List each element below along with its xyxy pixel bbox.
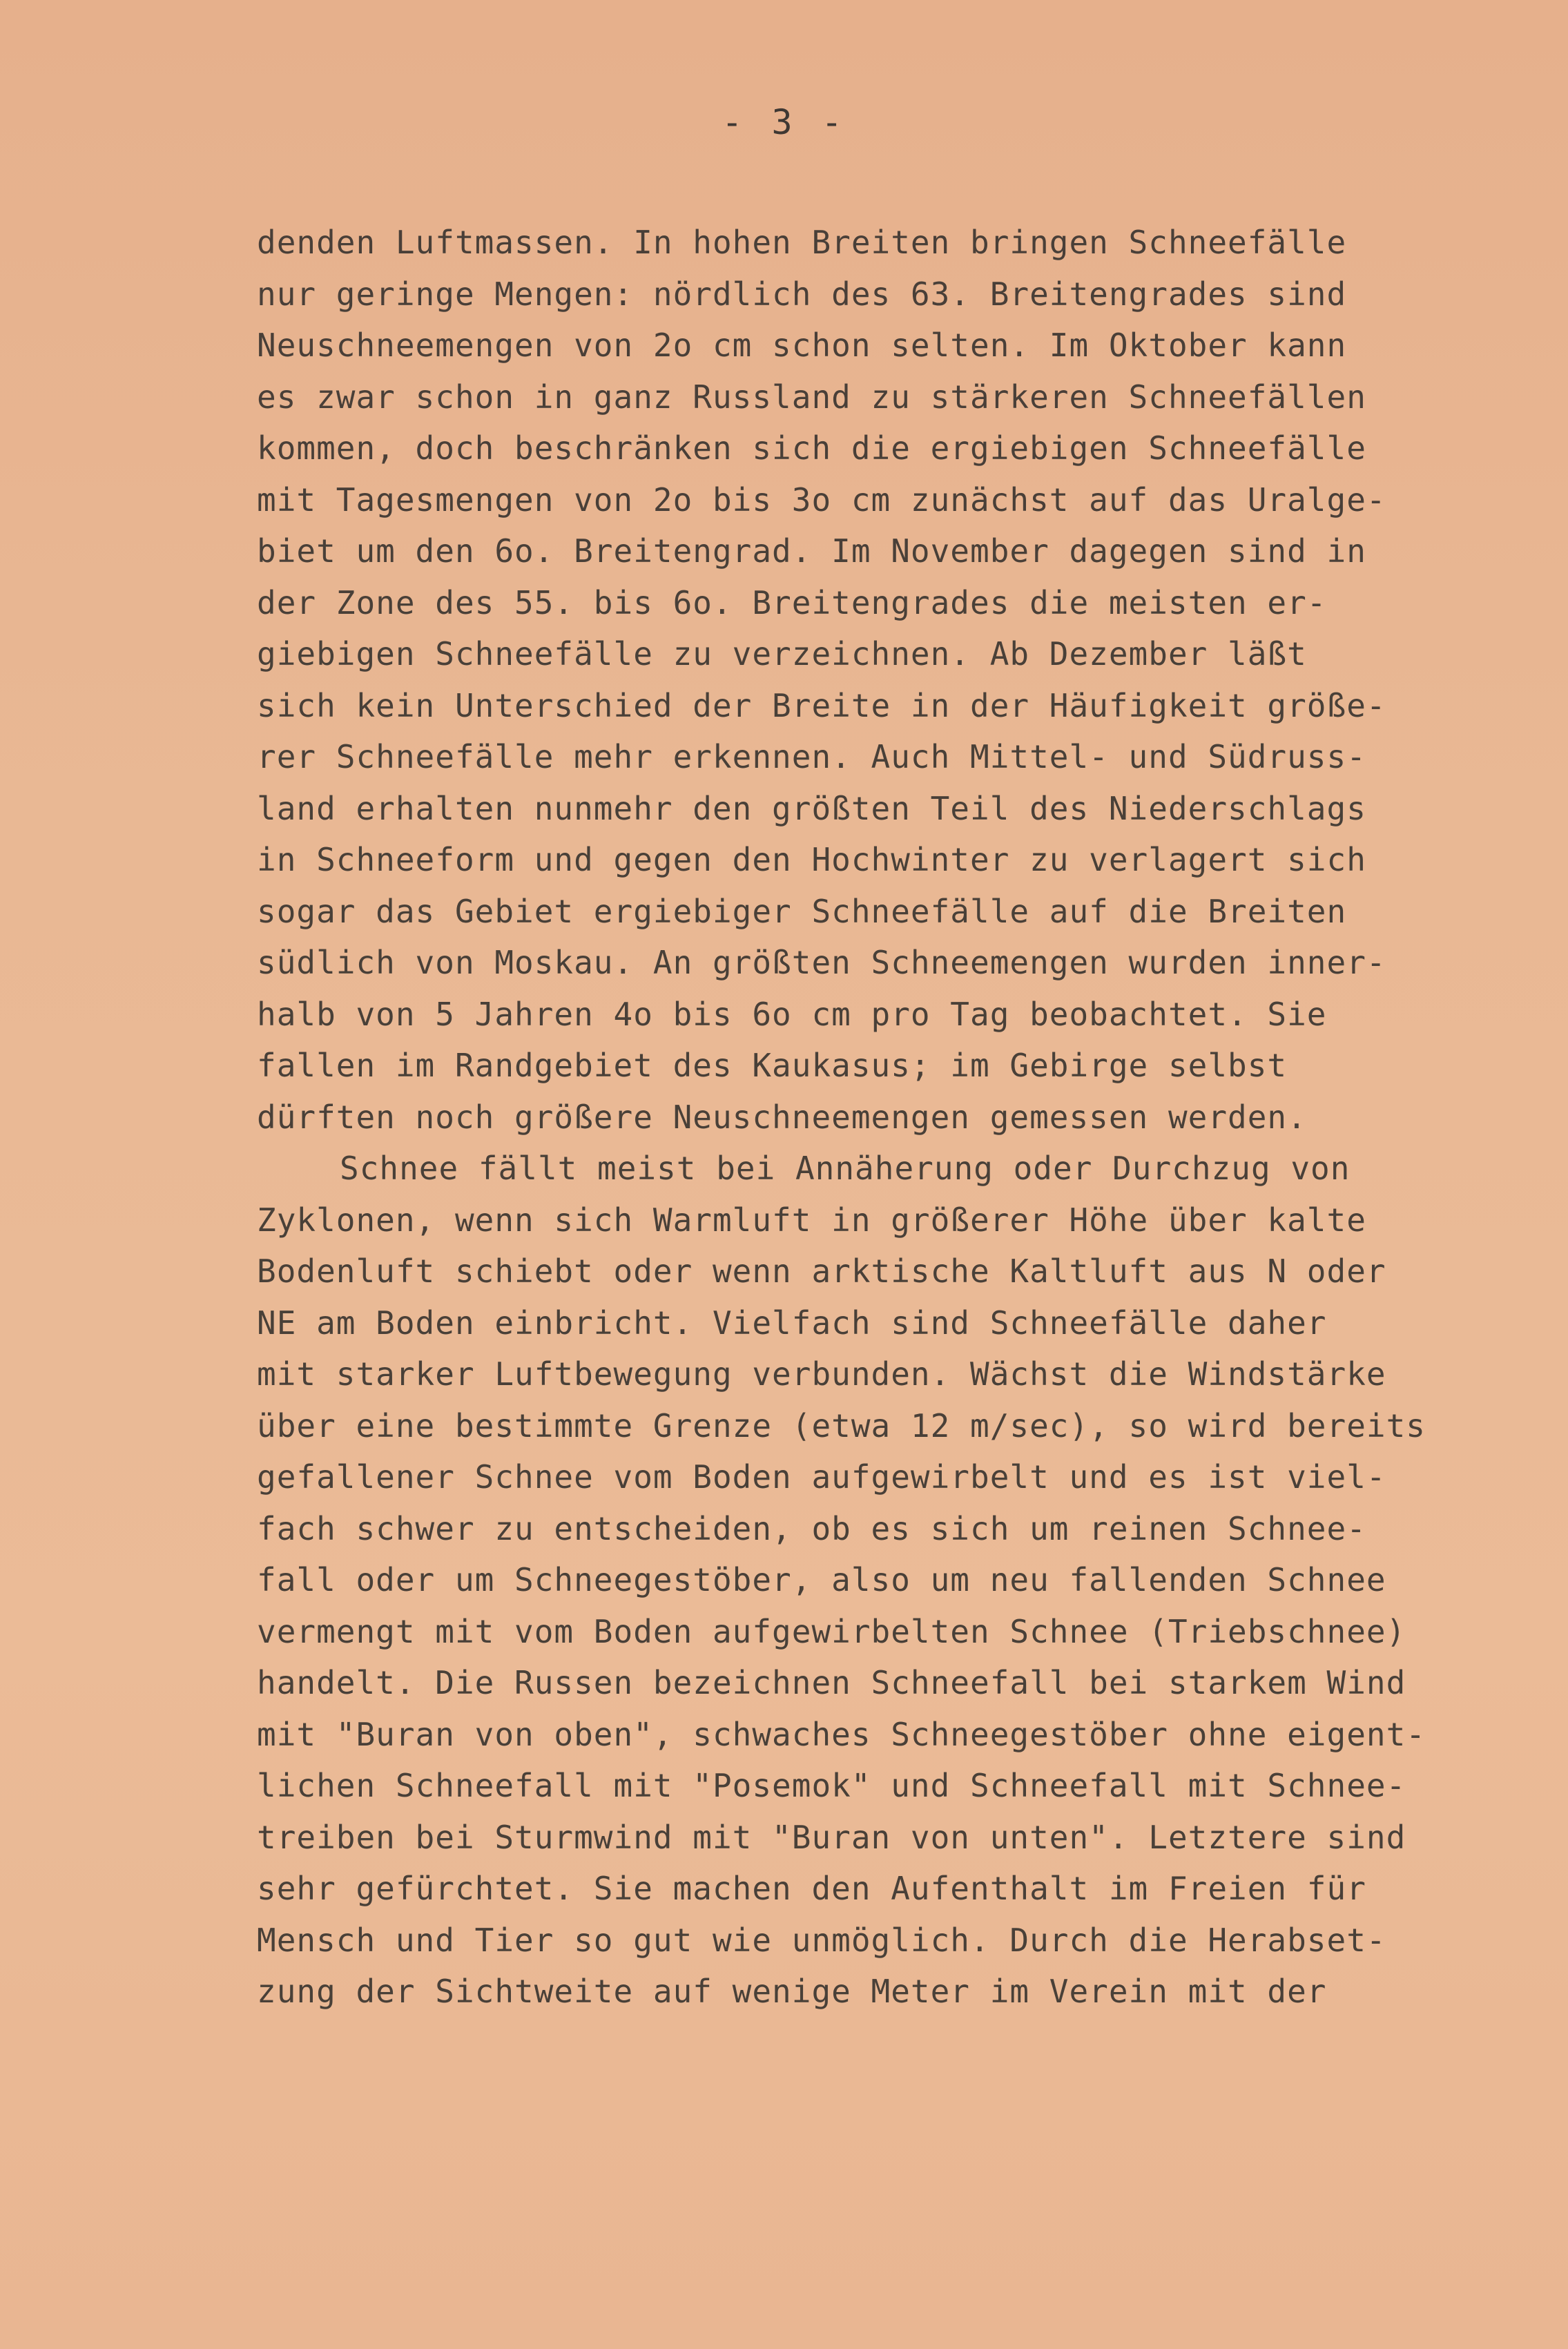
text-line: NE am Boden einbricht. Vielfach sind Schneefälle daher xyxy=(257,1304,1327,1342)
text-line: lichen Schneefall mit "Posemok" und Schneefall mit Schnee- xyxy=(257,1767,1406,1804)
text-line: treiben bei Sturmwind mit "Buran von unten". Letztere sind xyxy=(257,1818,1406,1856)
text-line: vermengt mit vom Boden aufgewirbelten Schnee (Triebschnee) xyxy=(257,1612,1406,1650)
text-line: biet um den 6o. Breitengrad. Im November dagegen sind in xyxy=(257,532,1366,570)
text-line: zung der Sichtweite auf wenige Meter im Verein mit der xyxy=(257,1973,1327,2010)
text-line: in Schneeform und gegen den Hochwinter zu verlagert sich xyxy=(257,841,1366,878)
text-line: Bodenluft schiebt oder wenn arktische Kaltluft aus N oder xyxy=(257,1253,1386,1290)
text-line: Zyklonen, wenn sich Warmluft in größerer Höhe über kalte xyxy=(257,1201,1366,1239)
paragraph-start-line: Schnee fällt meist bei Annäherung oder Durchzug von xyxy=(340,1150,1351,1187)
body-text xyxy=(257,217,1541,2018)
text-line: mit Tagesmengen von 2o bis 3o cm zunächst auf das Uralge- xyxy=(257,481,1386,519)
text-line: der Zone des 55. bis 6o. Breitengrades die meisten er- xyxy=(257,583,1327,621)
text-line: halb von 5 Jahren 4o bis 6o cm pro Tag beobachtet. Sie xyxy=(257,995,1327,1033)
text-line: sich kein Unterschied der Breite in der Häufigkeit größe- xyxy=(257,686,1386,724)
text-line: denden Luftmassen. In hohen Breiten bringen Schneefälle xyxy=(257,224,1347,261)
text-line: Mensch und Tier so gut wie unmöglich. Durch die Herabset- xyxy=(257,1921,1386,1959)
text-line: mit "Buran von oben", schwaches Schneegestöber ohne eigent- xyxy=(257,1715,1426,1753)
text-line: land erhalten nunmehr den größten Teil des Niederschlags xyxy=(257,789,1366,827)
text-line: sogar das Gebiet ergiebiger Schneefälle auf die Breiten xyxy=(257,892,1347,930)
text-line: südlich von Moskau. An größten Schneemengen wurden inner- xyxy=(257,944,1386,981)
text-line: nur geringe Mengen: nördlich des 63. Breitengrades sind xyxy=(257,275,1347,313)
text-line: fall oder um Schneegestöber, also um neu fallenden Schnee xyxy=(257,1561,1386,1598)
text-line: mit starker Luftbewegung verbunden. Wächst die Windstärke xyxy=(257,1355,1386,1393)
text-line: Neuschneemengen von 2o cm schon selten. Im Oktober kann xyxy=(257,327,1347,364)
text-line: rer Schneefälle mehr erkennen. Auch Mittel- und Südruss- xyxy=(257,738,1366,775)
text-line: es zwar schon in ganz Russland zu stärkeren Schneefällen xyxy=(257,378,1366,416)
text-line: fallen im Randgebiet des Kaukasus; im Gebirge selbst xyxy=(257,1047,1288,1084)
text-line: kommen, doch beschränken sich die ergiebigen Schneefälle xyxy=(257,429,1366,467)
text-line: giebigen Schneefälle zu verzeichnen. Ab Dezember läßt xyxy=(257,635,1307,673)
text-line: sehr gefürchtet. Sie machen den Aufenthalt im Freien für xyxy=(257,1870,1366,1907)
text-line: dürften noch größere Neuschneemengen gemessen werden. xyxy=(257,1098,1307,1136)
text-line: handelt. Die Russen bezeichnen Schneefall bei starkem Wind xyxy=(257,1664,1406,1701)
page-number: - 3 - xyxy=(722,102,846,142)
text-line: gefallener Schnee vom Boden aufgewirbelt und es ist viel- xyxy=(257,1458,1386,1496)
text-line: fach schwer zu entscheiden, ob es sich um reinen Schnee- xyxy=(257,1509,1366,1547)
text-line: über eine bestimmte Grenze (etwa 12 m/sec), so wird bereits xyxy=(257,1406,1426,1444)
